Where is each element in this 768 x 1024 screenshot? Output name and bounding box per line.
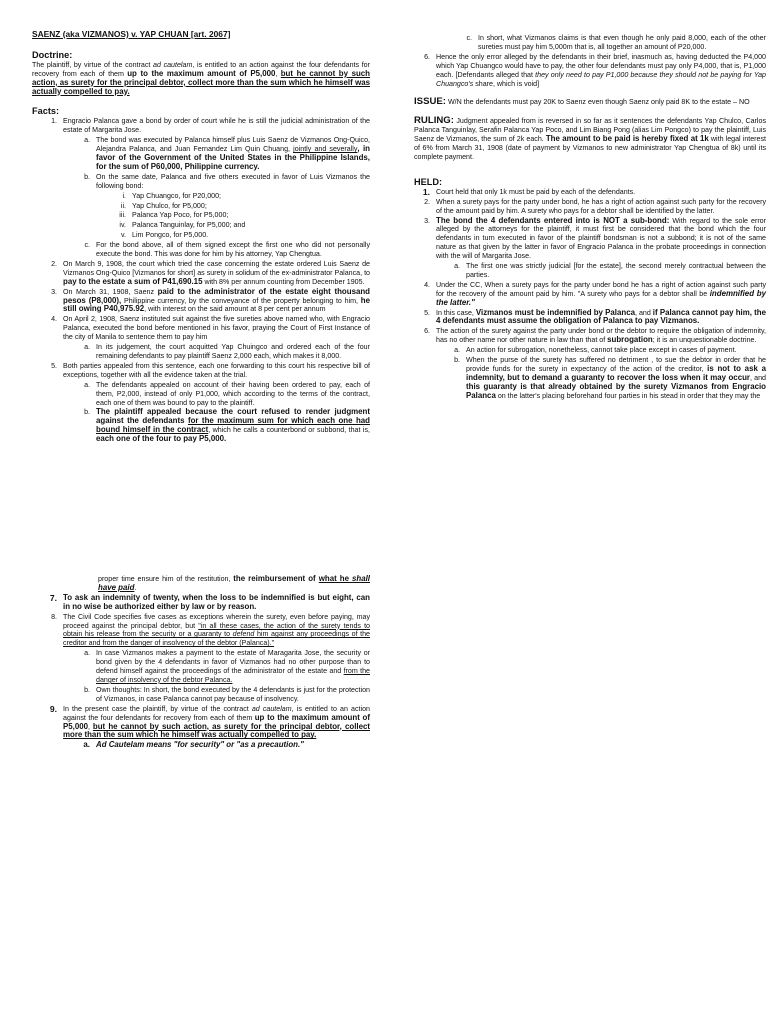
held-subitem: b. When the purse of the surety has suffered no detriment , to sue the debtor in order that he provide funds for the surety in expectancy of the action of the creditor, is not to ask a indemnity, but to demand a guaranty to recover the loss when it may occur, and this guaranty is that already obtained by the surety Vizmanos from Engracio Palanca on the latter's placing beforehand four parties in his stead in order that they may the xyxy=(454,356,766,400)
fact-subitem: a. The defendants appealed on account of their having been ordered to pay, each of them, P2,000, instead of only P1,000, which according to the terms of the contract, each one of them was bound to pay to the plaintiff. xyxy=(84,380,370,407)
held-subitem: a. The first one was strictly judicial [for the estate], the second merely contractual between the parties. xyxy=(454,262,766,279)
held-subitem: a. In case Vizmanos makes a payment to the estate of Maragarita Jose, the security or bond given by the 4 defendants in favor of Vizmanos had no other purpose than to defend himself against the proceedings of the administrator of the estate and from the danger of insolvency of the debtor Palanca. xyxy=(84,649,370,684)
held-subitem: a. Ad Cautelam means "for security" or "as a precaution." xyxy=(83,740,304,750)
held-item: 2. When a surety pays for the party under bond, he has a right of action against such party for the recovery of the amount paid by him. A surety who pays for a debtor shall be identified by the latter. xyxy=(424,197,766,215)
issue-text: ISSUE: W/N the defendants must pay 20K to Saenz even though Saenz only paid 8K to the estate – NO xyxy=(414,96,750,108)
bottom-left-column xyxy=(32,575,370,750)
held-item: 9. In the present case the plaintiff, by virtue of the contract ad cautelam, is entitled to an action against the four defendants for recovery from each of them up to the maximum amount of P5,000, but he cannot by such action, as surety for the principal debtor, collect more than the sum which he himself was actually compelled to pay. xyxy=(49,703,370,740)
ruling-text: RULING: Judgment appealed from is reversed in so far as it sentences the defendants Yap Chulco, Carlos Palanca Tanguinlay, Serafin Palanca Yap Poco, and Lim Biang Pong (alias Lim Pongco) to pay the plaintiff, Luis Saenz de Vizmanos, the sum of 2k each. The amount to be paid is hereby fixed at 1k with legal interest of 6% from March 31, 1908 (date of payment by Vizmanos to new administrator Yap Chengtua of 8k) until its complete payment. xyxy=(414,115,766,161)
bond-list-item: i. Yap Chuangco, for P20,000; xyxy=(122,191,221,200)
fact-subitem: a. In its judgement, the court acquitted Yap Chuingco and ordered each of the four remaining defendants to pay plaintiff Saenz 2,000 each, which makes it 8,000. xyxy=(84,343,370,360)
fact-subitem: b. The plaintiff appealed because the court refused to render judgment against the defendants for the maximum sum for which each one had bound himself in the contract, which he calls a counterbond or subbond, that is, each one of the four to pay P5,000. xyxy=(84,407,370,444)
left-column xyxy=(32,30,370,444)
fact-item: 4. On April 2, 1908, Saenz instituted suit against the five sureties above named who, with Engracio Palanca, executed the bond before mentioned in his favor, praying the Court of First Instance of the city of Manila to sentence them to pay him xyxy=(51,315,370,342)
held-item: 7. To ask an indemnity of twenty, when the loss to be indemnified is but eight, can in no wise be authorized either by law or by reason. xyxy=(49,592,370,611)
fact-subitem: c. In short, what Vizmanos claims is that even though he only paid 8,000, each of the other sureties must pay him 5,000m that is, all together an amount of P20,000. xyxy=(466,34,766,51)
held-item: 6. The action of the surety against the party under bond or the debtor to require the obligation of indemnity, has no other name nor other nature in law than that of subrogation; it is an unquestionable doctrine. xyxy=(424,327,766,345)
case-title: SAENZ (aka VIZMANOS) v. YAP CHUAN [art. 2067] xyxy=(32,29,231,39)
bond-list-item: iii. Palanca Yap Poco, for P5,000; xyxy=(119,211,229,220)
fact-item: 3. On March 31, 1908, Saenz paid to the administrator of the estate eight thousand pesos (P8,000), Philippine currency, by the conveyance of the property belonging to him, he still owing P40,975.92, with interest on the said amount at 8 per cent per annum xyxy=(51,286,370,314)
right-column xyxy=(414,33,766,401)
fact-item: 6. Hence the only error alleged by the defendants in their brief, inasmuch as, having deducted the P4,000 which Yap Chuangco would have to pay, the other four defendants must pay only P4,000, that is, P1,000 each. [Defendants alleged that they only need to pay P1,000 because they should not be paying for Yap Chuangco's share, which is void] xyxy=(424,52,766,88)
held-subitem: a. An action for subrogation, nonetheless, cannot take place except in cases of payment. xyxy=(454,346,737,355)
doctrine-heading: Doctrine: xyxy=(32,49,73,60)
fact-subitem: a. The bond was executed by Palanca himself plus Luis Saenz de Vizmanos Ong-Quico, Alejandra Palanca, and Juan Fernandez Lim Quin Chuang, jointly and severally, in favor of the Government of the United States in the Philippine Islands, for the sum of P60,000, Philippine currency. xyxy=(84,136,370,171)
doctrine-text: The plaintiff, by virtue of the contract ad cautelam, is entitled to an action against the four defendants for recovery from each of them up to the maximum amount of P5,000, but he cannot by such action, as surety for the principal debtor, collect more than the sum which he himself was actually compelled to pay. xyxy=(32,60,370,96)
fact-item: 5. Both parties appealed from this sentence, each one forwarding to this court his respective bill of exceptions, together with all the evidence taken at the trial. xyxy=(51,361,370,379)
held-item: 5. In this case, Vizmanos must be indemnified by Palanca, and if Palanca cannot pay him, the 4 defendants must assume the obligation of Palanca to pay Vizmanos. xyxy=(424,307,767,326)
bond-list-item: ii. Yap Chulco, for P5,000; xyxy=(120,201,207,210)
fact-item: 1. Engracio Palanca gave a bond by order of court while he is still the judicial administration of the estate of Margarita Jose. xyxy=(51,117,370,135)
held-continuation: proper time ensure him of the restitution, the reimbursement of what he shall have paid. xyxy=(98,574,370,592)
bond-list-item: v. Lim Pongco, for P5,000. xyxy=(121,231,209,240)
held-item: 1. Court held that only 1k must be paid by each of the defendants. xyxy=(422,186,636,197)
fact-subitem: c. For the bond above, all of them signed except the first one who did not personally execute the bond. This was done for him by his attorney, Yap Chengtua. xyxy=(84,241,370,259)
bond-list-item: iv. Palanca Tanguinlay, for P5,000; and xyxy=(119,221,246,230)
held-subitem: b. Own thoughts: In short, the bond executed by the 4 defendants is just for the protection of Vizmanos, in case Palanca cannot pay because of insolvency. xyxy=(84,685,370,703)
fact-subitem: b. On the same date, Palanca and five others executed in favor of Luis Vizmanos the following bond: xyxy=(84,172,370,190)
fact-item: 2. On March 9, 1908, the court which tried the case concerning the estate ordered Luis Saenz de Vizmanos Ong-Quico [Vizmanos for short] as surety in solidum of the ex-administrator Palanca, to pay to the estate a sum of P41,690.15 with 8% per annum counting from December 1905. xyxy=(51,259,370,286)
held-heading: HELD: xyxy=(414,176,443,187)
facts-heading: Facts: xyxy=(32,106,60,117)
held-item: 3. The bond the 4 defendants entered into is NOT a sub-bond: With regard to the sole error alleged by the attorneys for the plaintiff, it must first be considered that the bond which the four defendants in turn executed in favor of the plaintiff bondsman is not a subbond; it is not of the same nature as that given by the latter in favor of Engracio Palanca in the probate proceedings in connection with the will of Margarita Jose. xyxy=(424,215,766,261)
held-item: 8. The Civil Code specifies five cases as exceptions wherein the surety, even before paying, may proceed against the principal debtor, but "in all these cases, the action of the surety tends to obtain his release from the security or a guaranty to defend him against any proceedings of the creditor and from the danger of insolvency of the debtor (Palanca)." xyxy=(51,612,371,648)
held-item: 4. Under the CC, When a surety pays for the party under bond he has a right of action against such party for the recovery of the amount paid by him. "A surety who pays for a debtor shall be indemnified by the latter." xyxy=(424,280,766,307)
